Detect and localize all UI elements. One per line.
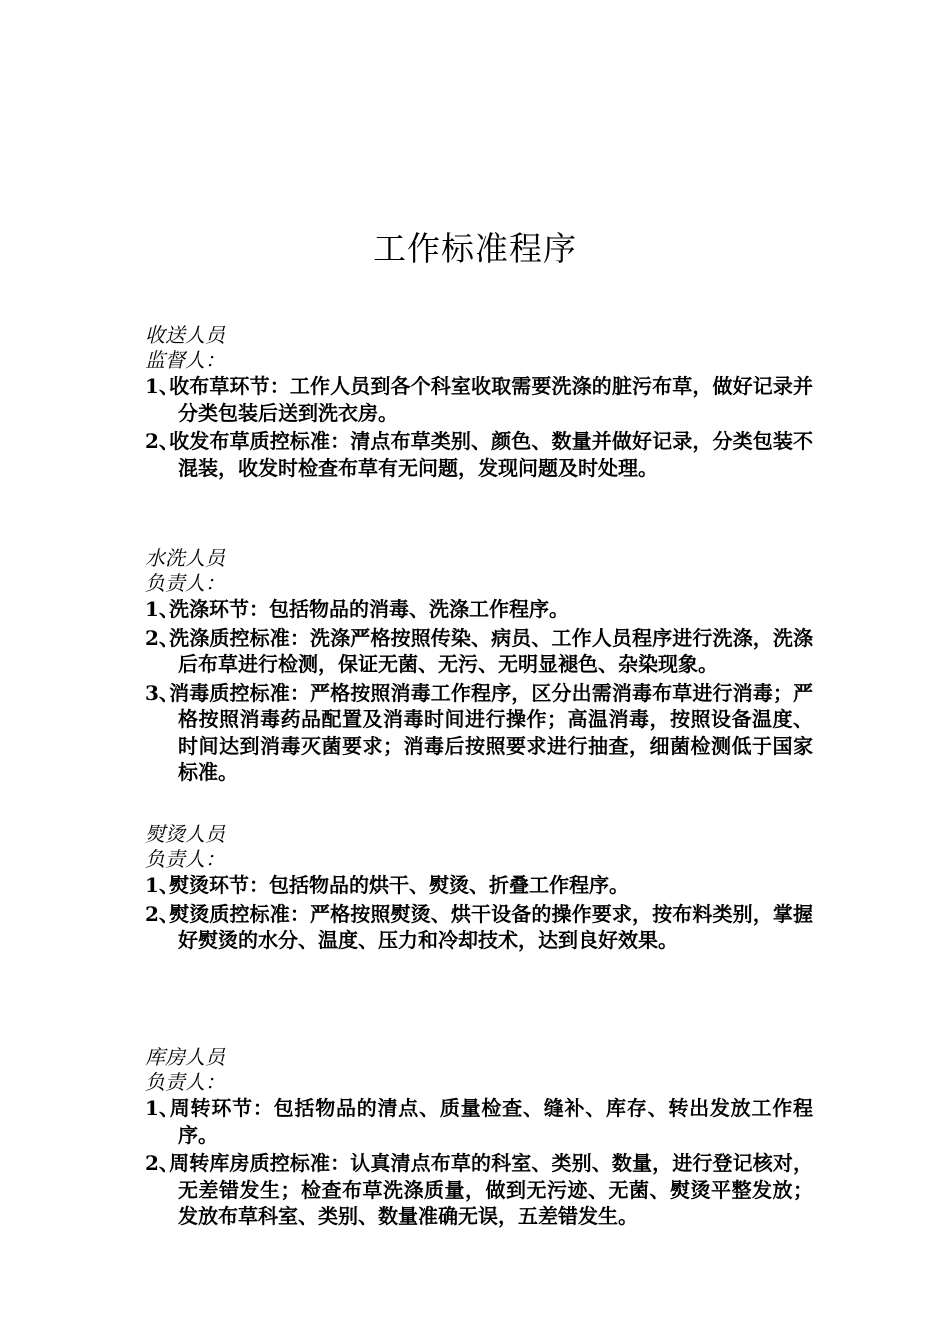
item-number: 3、	[145, 680, 179, 705]
item-number: 1、	[145, 374, 179, 398]
section-storage-staff	[145, 1045, 813, 1232]
standard-list	[145, 373, 813, 481]
item-number: 1、	[145, 1096, 179, 1120]
item-text: 洗涤质控标准：洗涤严格按照传染、病员、工作人员程序进行洗涤，洗涤后布草进行检测，保证无菌、无污、无明显褪色、杂染现象。	[169, 625, 813, 676]
item-number: 2、	[145, 901, 179, 926]
list-item	[145, 373, 813, 426]
item-text: 周转环节：包括物品的清点、质量检查、缝补、库存、转出发放工作程序。	[169, 1096, 813, 1147]
section-ironing-staff	[145, 822, 813, 956]
item-text: 洗涤环节：包括物品的消毒、洗涤工作程序。	[169, 597, 569, 621]
section-supervisor: 负责人：	[145, 571, 225, 595]
item-text: 收布草环节：工作人员到各个科室收取需要洗涤的脏污布草，做好记录并分类包装后送到洗衣房。	[169, 374, 813, 425]
item-number: 2、	[145, 1151, 179, 1175]
item-number: 1、	[145, 597, 179, 621]
section-role: 收送人员	[145, 323, 225, 347]
item-number: 2、	[145, 625, 179, 650]
section-role: 库房人员	[145, 1045, 225, 1069]
item-text: 收发布草质控标准：清点布草类别、颜色、数量并做好记录，分类包装不混装，收发时检查布草有无问题，发现问题及时处理。	[169, 429, 813, 480]
section-supervisor: 负责人：	[145, 847, 225, 871]
item-number: 2、	[145, 429, 179, 453]
list-item	[145, 625, 813, 678]
item-text: 消毒质控标准：严格按照消毒工作程序，区分出需消毒布草进行消毒；严格按照消毒药品配置及消毒时间进行操作；高温消毒，按照设备温度、时间达到消毒灭菌要求；消毒后按照要求进行抽查，细菌检测低于国家标准。	[169, 680, 813, 784]
section-supervisor: 监督人：	[145, 348, 225, 372]
list-item	[145, 596, 813, 623]
section-delivery-staff	[145, 323, 813, 483]
item-text: 熨烫质控标准：严格按照熨烫、烘干设备的操作要求，按布料类别，掌握好熨烫的水分、温度、压力和冷却技术，达到良好效果。	[169, 901, 813, 952]
list-item	[145, 1095, 813, 1148]
list-item	[145, 680, 813, 786]
section-washing-staff	[145, 546, 813, 788]
item-text: 熨烫环节：包括物品的烘干、熨烫、折叠工作程序。	[169, 873, 629, 897]
list-item	[145, 901, 813, 954]
section-role: 水洗人员	[145, 546, 225, 570]
section-role: 熨烫人员	[145, 822, 225, 846]
section-supervisor: 负责人：	[145, 1070, 225, 1094]
list-item	[145, 1150, 813, 1230]
list-item	[145, 428, 813, 481]
standard-list	[145, 596, 813, 786]
list-item	[145, 872, 813, 899]
document-title: 工作标准程序	[373, 229, 577, 268]
standard-list	[145, 872, 813, 954]
item-text: 周转库房质控标准：认真清点布草的科室、类别、数量，进行登记核对，无差错发生；检查布草洗涤质量，做到无污迹、无菌、熨烫平整发放；发放布草科室、类别、数量准确无误，五差错发生。	[169, 1151, 813, 1228]
standard-list	[145, 1095, 813, 1230]
item-number: 1、	[145, 873, 179, 897]
